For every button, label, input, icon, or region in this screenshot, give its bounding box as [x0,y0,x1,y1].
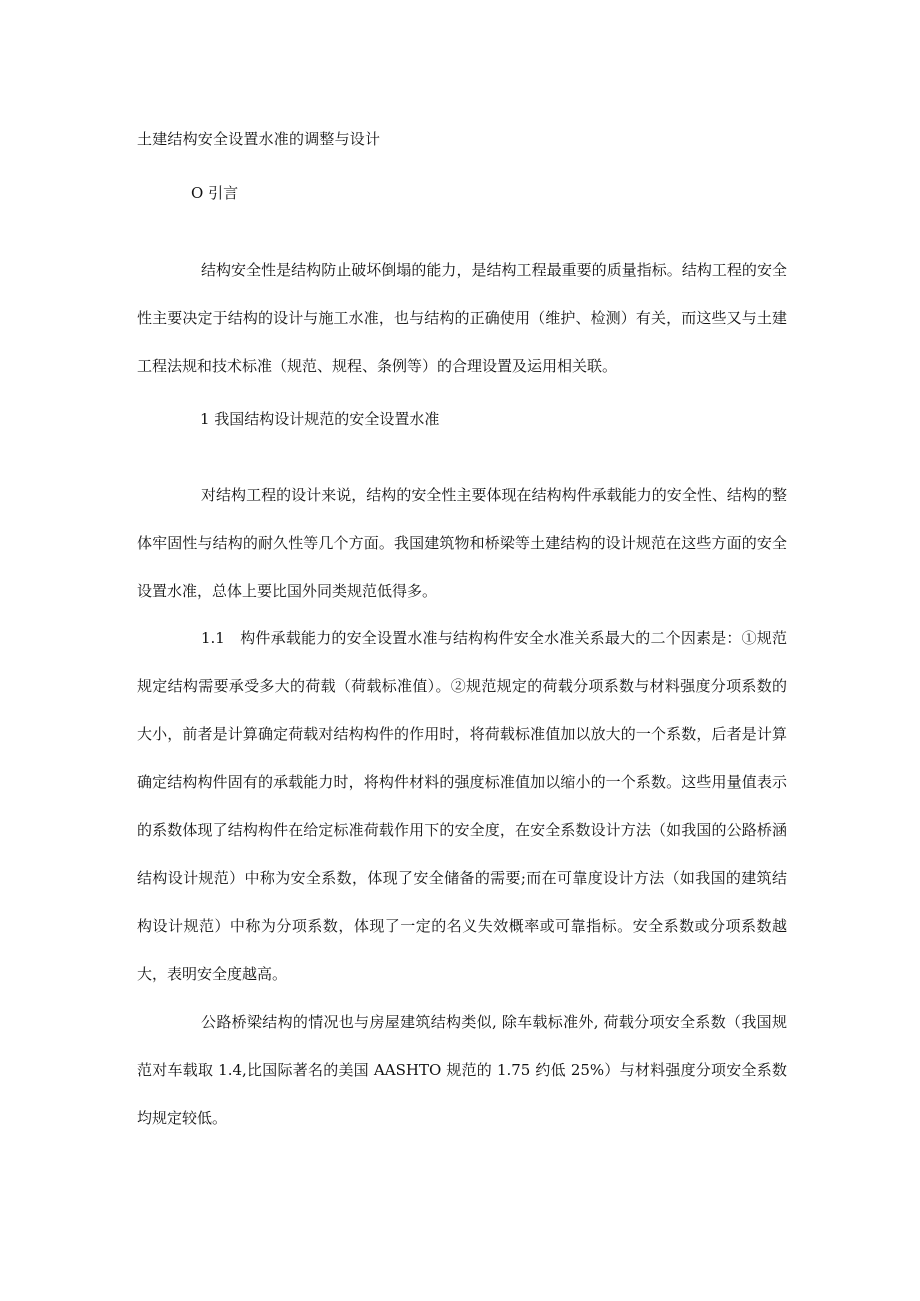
intro-heading: O 引言 [191,184,239,202]
section-1-heading: 1 我国结构设计规范的安全设置水准 [200,410,440,428]
intro-paragraph: 结构安全性是结构防止破坏倒塌的能力，是结构工程最重要的质量指标。结构工程的安全性主要决定于结构的设计与施工水准，也与结构的正确使用（维护、检测）有关，而这些又与土建工程法规和技术标准（规范、规程、条例等）的合理设置及运用相关联。 [137,261,787,375]
section-1-1-paragraph: 1.1 构件承载能力的安全设置水准与结构构件安全水准关系最大的二个因素是：①规范规定结构需要承受多大的荷载（荷载标准值）。②规范规定的荷载分项系数与材料强度分项系数的大小，前者是计算确定荷载对结构构件的作用时，将荷载标准值加以放大的一个系数，后者是计算确定结构构件固有的承载能力时，将构件材料的强度标准值加以缩小的一个系数。这些用量值表示的系数体现了结构构件在给定标准荷载作用下的安全度，在安全系数设计方法（如我国的公路桥涵结构设计规范）中称为安全系数，体现了安全储备的需要;而在可靠度设计方法（如我国的建筑结构设计规范）中称为分项系数，体现了一定的名义失效概率或可靠指标。安全系数或分项系数越大，表明安全度越高。 [137,629,787,983]
section-1-paragraph: 对结构工程的设计来说，结构的安全性主要体现在结构构件承载能力的安全性、结构的整体牢固性与结构的耐久性等几个方面。我国建筑物和桥梁等土建结构的设计规范在这些方面的安全设置水准，总体上要比国外同类规范低得多。 [137,486,787,600]
document-title: 土建结构安全设置水准的调整与设计 [137,130,381,148]
bridge-paragraph: 公路桥梁结构的情况也与房屋建筑结构类似, 除车载标准外, 荷载分项安全系数（我国规范对车载取 1.4,比国际著名的美国 AASHTO 规范的 1.75 约低 25%）与材料强度分项安全系数均规定较低。 [137,1013,787,1127]
